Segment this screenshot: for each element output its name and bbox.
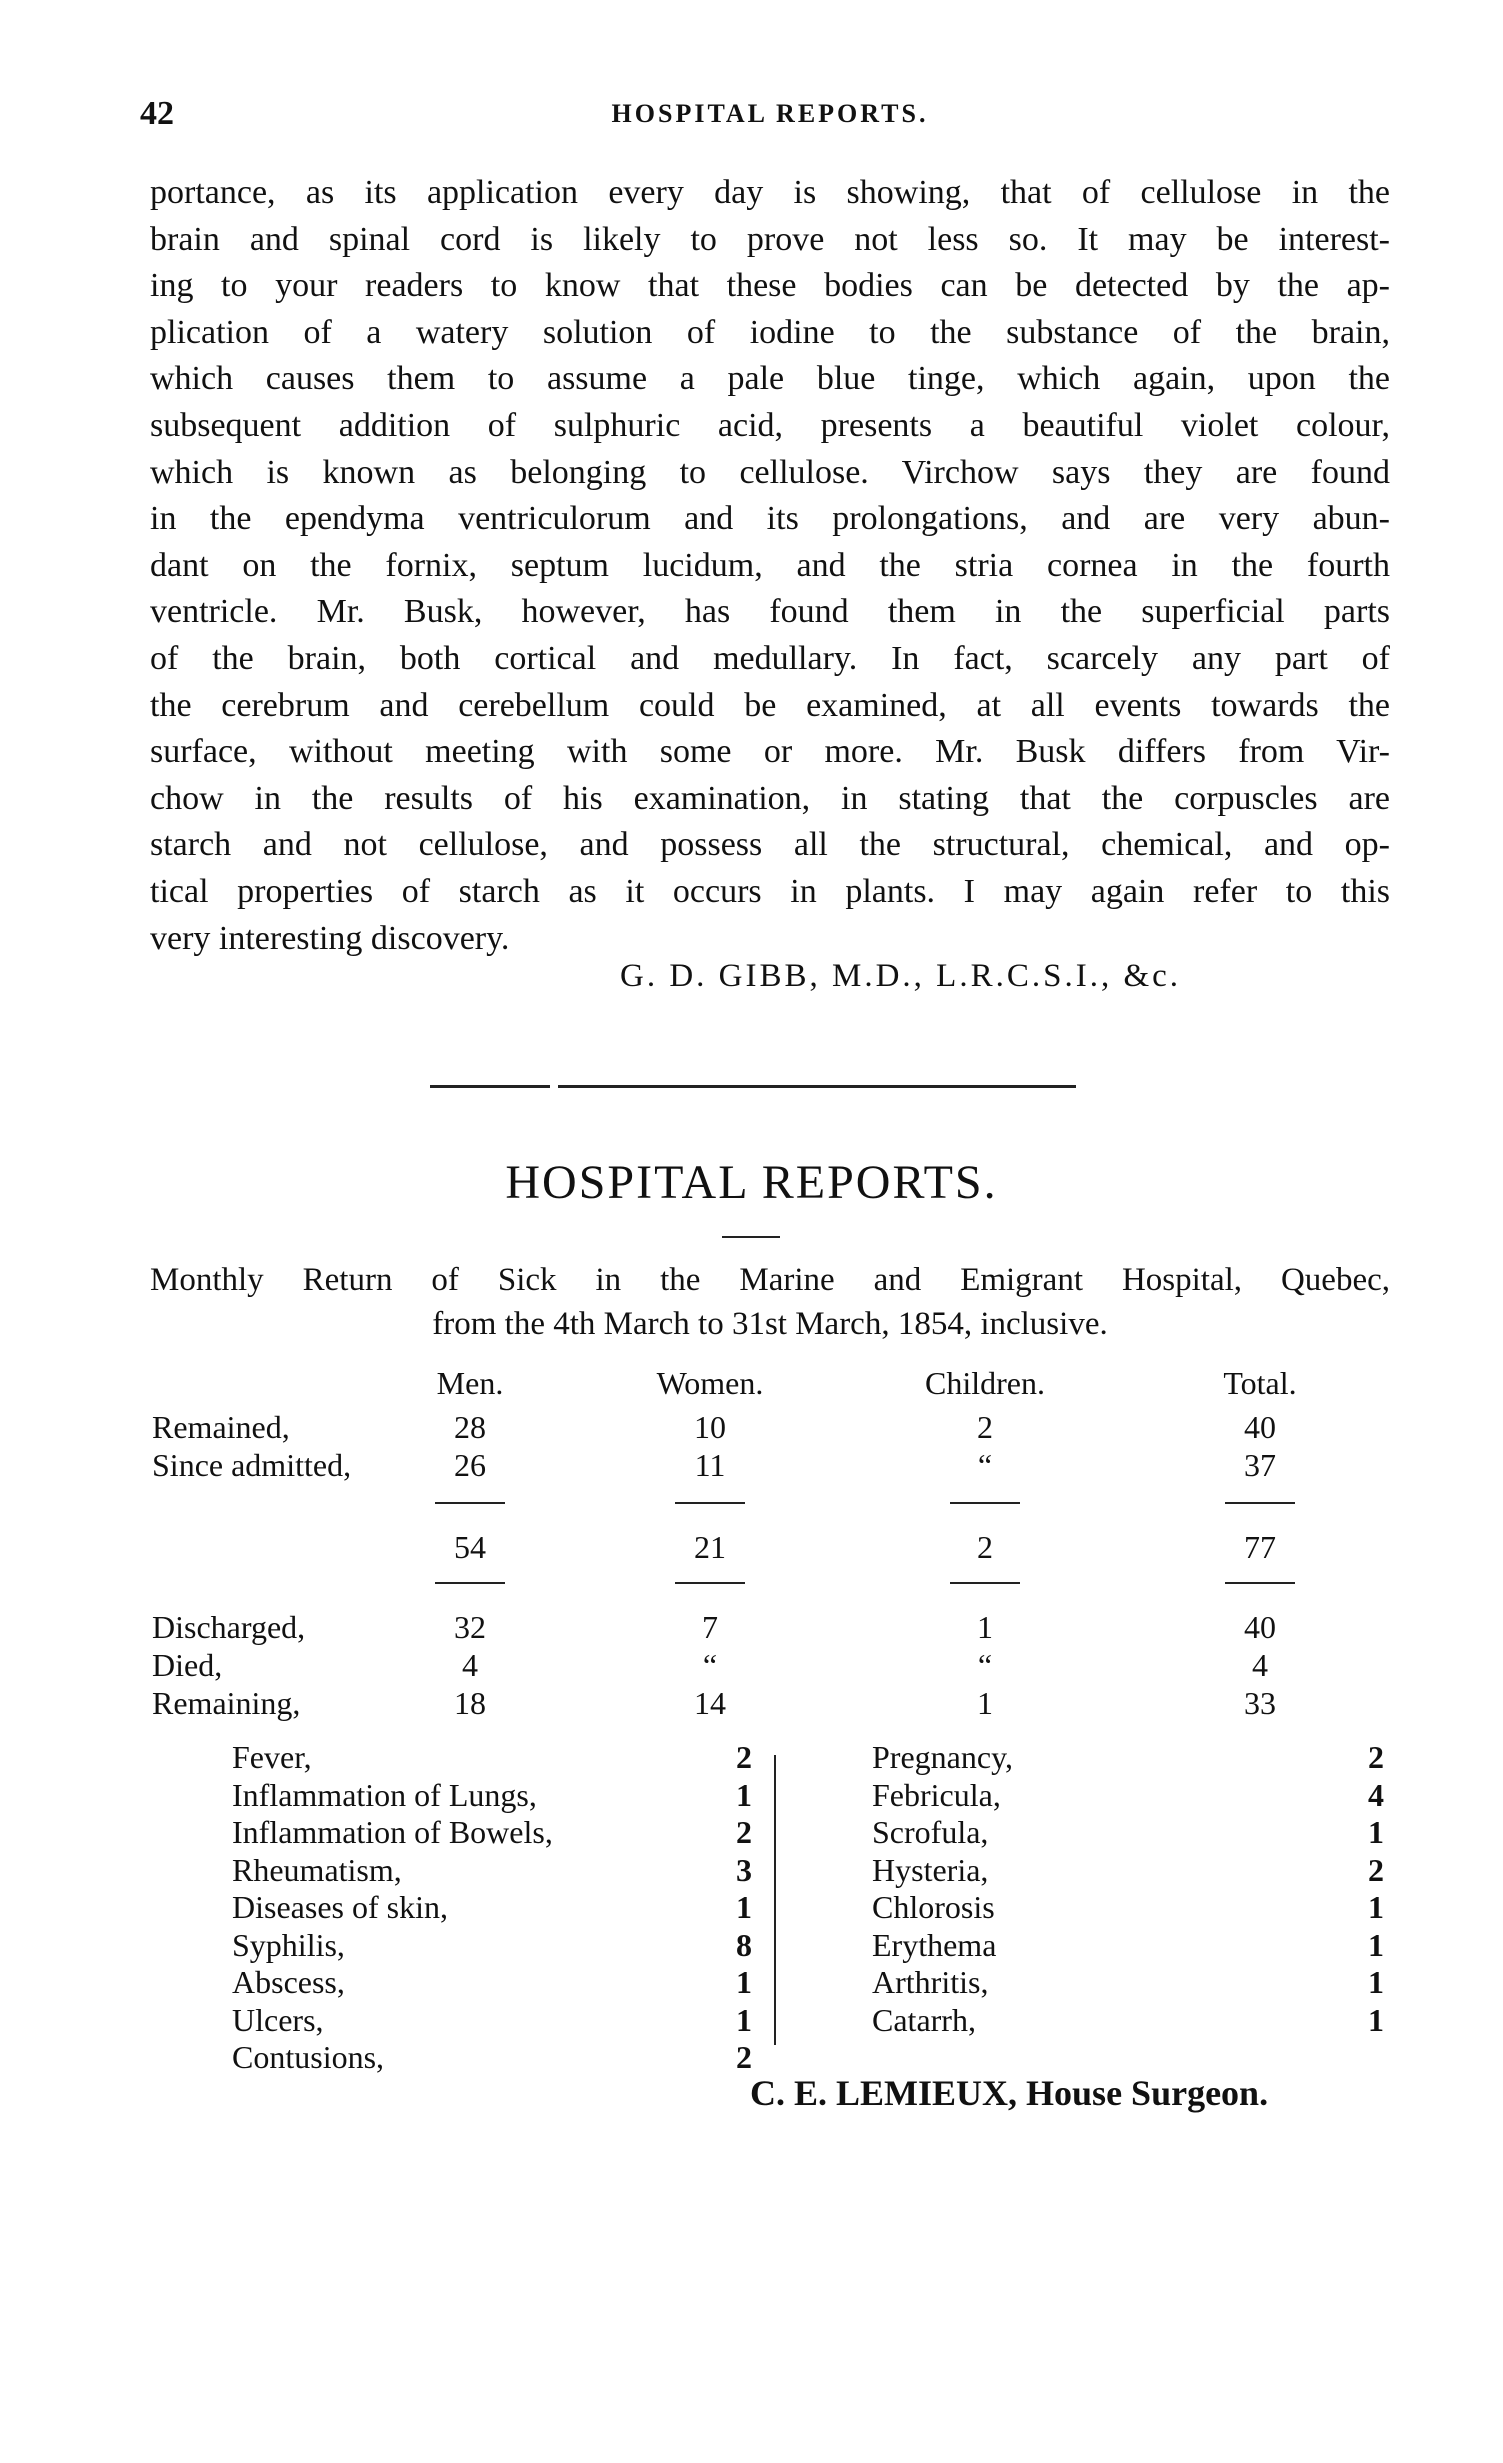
letter-line: in the ependyma ventriculorum and its prolongations, and are very abun- <box>150 500 1390 538</box>
disease-name: Febricula, <box>872 1776 1001 1813</box>
disease-name: Diseases of skin, <box>232 1889 448 1925</box>
disease-name: Catarrh, <box>872 2001 976 2038</box>
disease-name: Syphilis, <box>232 1926 345 1963</box>
table-cell: 40 <box>1244 1609 1276 1645</box>
letter-line: dant on the fornix, septum lucidum, and the stria cornea in the fourth <box>150 546 1390 584</box>
disease-name: Erythema <box>872 1926 997 1963</box>
row-label: Died, <box>152 1647 223 1683</box>
disease-count: 2 <box>736 2039 752 2075</box>
table-rule <box>675 1502 745 1504</box>
disease-count: 3 <box>736 1851 752 1888</box>
subtotal-cell: 2 <box>977 1529 993 1565</box>
table-rule <box>950 1502 1020 1504</box>
letter-line: very interesting discovery. <box>150 919 510 957</box>
disease-count: 2 <box>736 1814 752 1850</box>
table-cell: 2 <box>977 1409 993 1445</box>
section-divider-right <box>558 1085 1076 1088</box>
letter-line: which causes them to assume a pale blue tinge, which again, upon the <box>150 360 1390 398</box>
table-rule <box>1225 1502 1295 1504</box>
disease-count: 1 <box>736 2001 752 2038</box>
subtotal-cell: 54 <box>454 1529 486 1565</box>
table-cell: 37 <box>1244 1447 1276 1483</box>
table-cell: 14 <box>694 1685 726 1721</box>
disease-name: Abscess, <box>232 1964 345 2000</box>
row-label: Discharged, <box>152 1609 306 1645</box>
disease-count: 1 <box>1368 1814 1384 1850</box>
table-cell: 1 <box>977 1685 993 1721</box>
report-signature: C. E. LEMIEUX, House Surgeon. <box>750 2073 1269 2113</box>
disease-count: 2 <box>1368 1851 1384 1888</box>
column-divider <box>774 1755 776 2045</box>
section-title: HOSPITAL REPORTS. <box>505 1156 998 1209</box>
column-header: Women. <box>656 1365 764 1401</box>
disease-name: Inflammation of Bowels, <box>232 1814 553 1850</box>
table-rule <box>1225 1582 1295 1584</box>
disease-count: 1 <box>736 1776 752 1813</box>
disease-count: 1 <box>1368 2001 1384 2038</box>
disease-count: 8 <box>736 1926 752 1963</box>
table-cell: 18 <box>454 1685 486 1721</box>
table-cell: “ <box>977 1647 993 1683</box>
column-header: Men. <box>436 1365 504 1401</box>
table-cell: 32 <box>454 1609 486 1645</box>
disease-count: 2 <box>1368 1739 1384 1775</box>
letter-line: which is known as belonging to cellulose. Virchow says they are found <box>150 453 1390 491</box>
disease-count: 2 <box>736 1739 752 1775</box>
letter-line: plication of a watery solution of iodine to the substance of the brain, <box>150 313 1390 351</box>
table-cell: 10 <box>694 1409 726 1445</box>
disease-name: Rheumatism, <box>232 1851 402 1888</box>
table-cell: 28 <box>454 1409 486 1445</box>
letter-signature: G. D. GIBB, M.D., L.R.C.S.I., &c. <box>620 958 1182 994</box>
letter-line: brain and spinal cord is likely to prove not less so. It may be interest- <box>150 220 1390 258</box>
letter-line: ing to your readers to know that these bodies can be detected by the ap- <box>150 267 1390 305</box>
table-cell: “ <box>702 1647 718 1683</box>
table-cell: 1 <box>977 1609 993 1645</box>
disease-name: Inflammation of Lungs, <box>232 1776 537 1813</box>
disease-count: 4 <box>1368 1776 1384 1813</box>
running-title: HOSPITAL REPORTS. <box>611 99 929 128</box>
disease-count: 1 <box>1368 1964 1384 2000</box>
disease-name: Fever, <box>232 1739 312 1775</box>
table-caption <box>150 1258 1390 1346</box>
disease-name: Arthritis, <box>872 1964 989 2000</box>
disease-name: Pregnancy, <box>872 1739 1013 1775</box>
caption-line-1: Monthly Return of Sick in the Marine and Emigrant Hospital, Quebec, <box>150 1262 1390 1298</box>
letter-line: starch and not cellulose, and possess all the structural, chemical, and op- <box>150 826 1390 864</box>
column-header: Children. <box>925 1365 1045 1401</box>
letter-body <box>150 170 1390 962</box>
letter-line: subsequent addition of sulphuric acid, presents a beautiful violet colour, <box>150 406 1390 444</box>
running-head <box>140 95 1400 135</box>
disease-name: Contusions, <box>232 2039 385 2075</box>
disease-count: 1 <box>736 1889 752 1925</box>
table-cell: 4 <box>1252 1647 1268 1683</box>
table-rule <box>435 1502 505 1504</box>
section-divider-left <box>430 1085 550 1088</box>
table-cell: 40 <box>1244 1409 1276 1445</box>
page-number: 42 <box>140 95 174 132</box>
subtotal-cell: 21 <box>694 1529 726 1565</box>
column-header: Total. <box>1223 1365 1297 1401</box>
letter-line: tical properties of starch as it occurs in plants. I may again refer to this <box>150 872 1390 910</box>
disease-name: Scrofula, <box>872 1814 989 1850</box>
table-cell: 4 <box>462 1647 478 1683</box>
disease-name: Ulcers, <box>232 2001 324 2038</box>
row-label: Remained, <box>152 1409 290 1445</box>
letter-line: chow in the results of his examination, in stating that the corpuscles are <box>150 779 1390 817</box>
table-rule <box>950 1582 1020 1584</box>
disease-count: 1 <box>1368 1926 1384 1963</box>
table-cell: “ <box>977 1447 993 1483</box>
letter-line: the cerebrum and cerebellum could be examined, at all events towards the <box>150 686 1390 724</box>
row-label: Remaining, <box>152 1685 301 1721</box>
disease-name: Chlorosis <box>872 1889 995 1925</box>
disease-count: 1 <box>1368 1889 1384 1925</box>
table-rule <box>435 1582 505 1584</box>
table-cell: 33 <box>1244 1685 1276 1721</box>
disease-name: Hysteria, <box>872 1851 989 1888</box>
table-cell: 26 <box>454 1447 486 1483</box>
table-cell: 7 <box>702 1609 718 1645</box>
letter-line: portance, as its application every day is showing, that of cellulose in the <box>150 174 1390 211</box>
letter-line: of the brain, both cortical and medullary. In fact, scarcely any part of <box>150 639 1390 677</box>
letter-line: ventricle. Mr. Busk, however, has found them in the superficial parts <box>150 593 1390 631</box>
subtotal-cell: 77 <box>1244 1529 1276 1565</box>
caption-line-2: from the 4th March to 31st March, 1854, inclusive. <box>432 1306 1108 1342</box>
title-underline <box>722 1236 780 1238</box>
table-cell: 11 <box>694 1447 726 1483</box>
letter-line: surface, without meeting with some or more. Mr. Busk differs from Vir- <box>150 733 1390 771</box>
disease-count: 1 <box>736 1964 752 2000</box>
row-label: Since admitted, <box>152 1447 352 1483</box>
table-rule <box>675 1582 745 1584</box>
